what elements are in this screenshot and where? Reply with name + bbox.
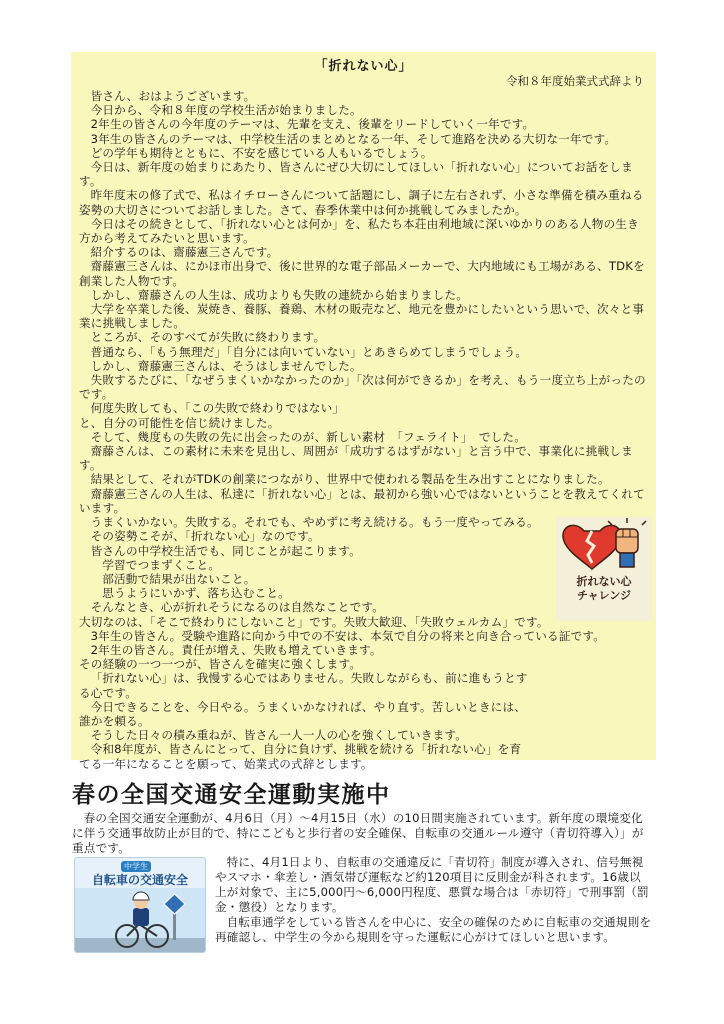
speech-box — [71, 52, 656, 771]
speech-body — [79, 89, 648, 771]
speech-paragraph: 今日から、令和８年度の学校生活が始まりました。 — [90, 103, 362, 118]
speech-paragraph: 皆さんの中学校生活でも、同じことが起こります。 — [90, 543, 361, 558]
speech-paragraph: 令和8年度が、皆さんにとって、自分に負けず、挑戦を続ける「折れない心」を育てる一年になることを願って、始業式の式辞とします。 — [79, 742, 522, 771]
speech-paragraph: と、自分の可能性を信じ続けました。 — [79, 415, 280, 430]
speech-paragraph: 何度失敗しても、「この失敗で終わりではない」 — [90, 401, 345, 416]
speech-paragraph: しかし、齋藤さんの人生は、成功よりも失敗の連続から始まりました。 — [90, 287, 468, 302]
speech-paragraph: ところが、そのすべてが失敗に終わります。 — [90, 330, 326, 345]
speech-paragraph: 齋藤憲三さんの人生は、私達に「折れない心」とは、最初から強い心ではないということを教えてくれています。 — [79, 486, 645, 515]
emblem-label-line1: 折れない心 — [576, 575, 632, 588]
speech-paragraph: しかし、齋藤憲三さんは、そうはしませんでした。 — [90, 358, 362, 373]
speech-paragraph: 今日はその続きとして、「折れない心とは何か」を、私たち本荘由利地域に深いゆかりのある人物の生き方から考えてみたいと思います。 — [79, 216, 639, 246]
speech-paragraph: 部活動で結果が出ないこと。 — [102, 571, 256, 586]
traffic-heading: 春の全国交通安全運動実施中 — [72, 782, 391, 808]
speech-paragraph: 皆さん、おはようございます。 — [90, 89, 256, 103]
speech-paragraph: 3年生の皆さんのテーマは、中学校生活のまとめとなる一年、そして進路を決める大切な一年です。 — [90, 131, 617, 146]
traffic-paragraph-1: 春の全国交通安全運動が、4月6日（月）～4月15日（水）の10日間実施されています。新年度の環境変化に伴う交通事故防止が目的で、特にこどもと歩行者の安全確保、自転車の交通ルール遵守（青切符導入）」が重点です。 — [72, 811, 644, 855]
speech-paragraph: 紹介するのは、齋藤憲三さんです。 — [90, 245, 279, 260]
speech-paragraph: 今日は、新年度の始まりにあたり、皆さんにぜひ大切にしてほしい「折れない心」についてお話をします。 — [79, 160, 633, 189]
speech-paragraph: 大学を卒業した後、炭焼き、養豚、養鶏、木材の販売など、地元を豊かにしたいという思いで、次々と事業に挑戦しました。 — [79, 302, 645, 331]
speech-paragraph: 齋藤さんは、この素材に未来を見出し、周囲が「成功するはずがない」と言う中で、事業化に挑戦します。 — [79, 444, 633, 473]
speech-paragraph: そして、幾度もの失敗の先に出会ったのが、新しい素材 「フェライト」 でした。 — [90, 429, 526, 444]
speech-paragraph: 普通なら、「もう無理だ」「自分には向いていない」とあきらめてしまうでしょう。 — [90, 344, 528, 359]
speech-paragraph: 今日できることを、今日やる。うまくいかなければ、やり直す。苦しいときには、誰かを頼る。 — [79, 699, 527, 728]
speech-paragraph: その経験の一つ一つが、皆さんを確実に強くします。 — [79, 657, 362, 672]
emblem-label-line2: チャレンジ — [576, 589, 632, 602]
speech-paragraph: 2年生の皆さんの今年度のテーマは、先輩を支え、後輩をリードしていく一年です。 — [90, 117, 535, 132]
speech-paragraph: 2年生の皆さん。責任が増え、失敗も増えていきます。 — [90, 642, 382, 657]
speech-paragraph: 昨年度末の修了式で、私はイチローさんについて話題にし、調子に左右されず、小さな準備を積み重ねる姿勢の大切さについてお話しました。さて、春季休業中は何か挑戦してみましたか。 — [79, 188, 644, 217]
speech-paragraph: その姿勢こそが、「折れない心」なのです。 — [90, 529, 320, 544]
speech-paragraph: 3年生の皆さん。受験や進路に向かう中での不安は、本気で自分の将来と向き合っている証です。 — [90, 628, 606, 643]
bike-card-title: 自転車の交通安全 — [91, 873, 188, 887]
speech-paragraph: 結果として、それがTDKの創業につながり、世界中で使われる製品を生み出すことになりました。 — [90, 472, 610, 487]
bicycle-safety-card — [74, 857, 206, 953]
speech-paragraph: 思うようにいかず、落ち込むこと。 — [102, 586, 290, 601]
broken-heart-challenge-emblem — [556, 517, 652, 621]
traffic-paragraphs-2-3 — [215, 855, 652, 945]
speech-paragraph: 失敗するたびに、「なぜうまくいかなかったのか」「次は何ができるか」を考え、もう一度立ち上がったのです。 — [79, 373, 646, 402]
traffic-paragraph-2: 特に、4月1日より、自転車の交通違反に「青切符」制度が導入され、信号無視やスマホ・傘差し・酒気帯び運転など約120項目に反則金が科されます。16歳以上が対象で、主に5,000円～6,000円程度、悪質な場合は「赤切符」で刑事罰（罰金・懲役）となります。 — [215, 855, 649, 914]
speech-paragraph: 学習でつまずくこと。 — [102, 557, 221, 572]
speech-title: 「折れない心」 — [314, 59, 413, 74]
speech-paragraph: 大切なのは、「そこで終わりにしないこと」です。失敗大歓迎、「失敗ウェルカム」です。 — [79, 614, 549, 629]
speech-paragraph: どの学年も期待とともに、不安を感じている人もいるでしょう。 — [90, 145, 433, 160]
bike-card-badge: 中学生 — [121, 861, 151, 872]
speech-source: 令和８年度始業式式辞より — [506, 74, 644, 88]
speech-paragraph: 「折れない心」は、我慢する心ではありません。失敗しながらも、前に進もうとする心です。 — [79, 671, 528, 700]
traffic-paragraph-3: 自転車通学をしている皆さんを中心に、安全の確保のために自転車の交通規則を再確認し、中学生の今から規則を守った運転に心がけてほしいと思います。 — [215, 915, 652, 944]
speech-paragraph: うまくいかない。失敗する。それでも、やめずに考え続ける。もう一度やってみる。 — [90, 515, 539, 530]
speech-paragraph: 齋藤憲三さんは、にかほ市出身で、後に世界的な電子部品メーカーで、大内地域にも工場がある、TDKを創業した人物です。 — [79, 259, 645, 288]
emblem-label — [556, 575, 652, 603]
speech-paragraph: そうした日々の積み重ねが、皆さん一人一人の心を強くしていきます。 — [90, 728, 468, 743]
broken-heart-fist-icon — [556, 517, 652, 577]
speech-paragraph: そんなとき、心が折れそうになるのは自然なことです。 — [90, 600, 385, 615]
